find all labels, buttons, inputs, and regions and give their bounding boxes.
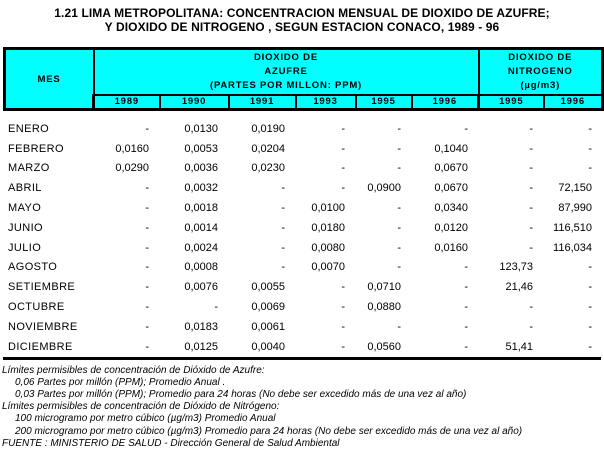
value-cell: 0,0008 <box>184 261 218 274</box>
value-cell: - <box>341 301 345 314</box>
year-header-nitrogeno-1995: 1995 <box>479 95 544 110</box>
value-cell: 0,0900 <box>367 182 401 195</box>
month-label: OCTUBRE <box>8 301 65 314</box>
value-cell: - <box>529 241 533 254</box>
value-cell: 0,0120 <box>434 221 468 234</box>
value-cell: 123,73 <box>499 261 533 274</box>
month-label: SETIEMBRE <box>8 281 76 294</box>
value-cell: - <box>397 261 401 274</box>
footnote-line: Límites permisibles de concentración de Dióxido de Azufre: <box>2 364 265 376</box>
value-cell: - <box>145 320 149 333</box>
value-cell: - <box>529 320 533 333</box>
month-label: ENERO <box>8 122 50 135</box>
value-cell: - <box>341 142 345 155</box>
value-cell: - <box>588 301 592 314</box>
month-label: ABRIL <box>8 182 42 195</box>
value-cell: - <box>145 281 149 294</box>
year-header-azufre-1989: 1989 <box>94 95 160 110</box>
value-cell: - <box>281 241 285 254</box>
title-line-1: 1.21 LIMA METROPOLITANA: CONCENTRACION MENSUAL DE DIOXIDO DE AZUFRE; <box>54 6 550 20</box>
value-cell: 72,150 <box>558 182 592 195</box>
value-cell: 0,0190 <box>251 122 285 135</box>
footnotes <box>2 365 604 450</box>
value-cell: 0,0183 <box>184 320 218 333</box>
table-row <box>3 218 601 238</box>
value-cell: - <box>145 340 149 353</box>
value-cell: - <box>341 340 345 353</box>
value-cell: 51,41 <box>505 340 533 353</box>
column-header-mes: MES <box>5 49 94 110</box>
year-header-azufre-1993: 1993 <box>296 95 356 110</box>
value-cell: - <box>397 241 401 254</box>
table-row <box>3 178 601 198</box>
year-header-azufre-1990: 1990 <box>160 95 229 110</box>
value-cell: - <box>397 221 401 234</box>
value-cell: 0,0204 <box>251 142 285 155</box>
value-cell: - <box>397 202 401 215</box>
value-cell: - <box>464 281 468 294</box>
value-cell: 0,0340 <box>434 202 468 215</box>
value-cell: 0,0160 <box>115 142 149 155</box>
table-row <box>3 277 601 297</box>
azufre-line-1: DIOXIDO DE <box>254 51 318 63</box>
value-cell: - <box>529 182 533 195</box>
table-bottom-rule <box>3 357 601 360</box>
value-cell: - <box>145 221 149 234</box>
value-cell: - <box>281 182 285 195</box>
value-cell: 0,0061 <box>251 320 285 333</box>
data-table <box>3 119 601 357</box>
title-line-2: Y DIOXIDO DE NITROGENO , SEGUN ESTACION CONACO, 1989 - 96 <box>104 20 500 34</box>
value-cell: 0,0100 <box>311 202 345 215</box>
month-label: MARZO <box>8 162 50 175</box>
value-cell: - <box>588 261 592 274</box>
group-header-dioxido-nitrogeno <box>479 49 603 95</box>
year-header-azufre-1996: 1996 <box>412 95 479 110</box>
value-cell: - <box>145 261 149 274</box>
year-header-azufre-1991: 1991 <box>229 95 296 110</box>
value-cell: - <box>145 202 149 215</box>
value-cell: - <box>145 122 149 135</box>
year-header-nitrogeno-1996: 1996 <box>544 95 603 110</box>
value-cell: 0,0018 <box>184 202 218 215</box>
value-cell: 0,0160 <box>434 241 468 254</box>
footnote-line: 200 microgramo por metro cúbico (µg/m3) Promedio para 24 horas (No debe ser excedido más de una vez al año) <box>15 425 523 437</box>
year-header-azufre-1995: 1995 <box>356 95 412 110</box>
value-cell: 0,0032 <box>184 182 218 195</box>
value-cell: - <box>464 340 468 353</box>
value-cell: 116,034 <box>553 241 592 254</box>
value-cell: 87,990 <box>558 202 592 215</box>
value-cell: 0,0710 <box>367 281 401 294</box>
value-cell: 0,0024 <box>184 241 218 254</box>
month-label: AGOSTO <box>8 261 58 274</box>
value-cell: - <box>341 122 345 135</box>
value-cell: - <box>529 122 533 135</box>
month-label: NOVIEMBRE <box>8 320 78 333</box>
value-cell: - <box>529 301 533 314</box>
footnote-line: FUENTE : MINISTERIO DE SALUD - Dirección General de Salud Ambiental <box>2 437 340 449</box>
value-cell: - <box>588 281 592 294</box>
table-row <box>3 198 601 218</box>
month-label: JUNIO <box>8 221 43 234</box>
value-cell: - <box>529 221 533 234</box>
value-cell: 0,0670 <box>434 182 468 195</box>
value-cell: 0,0080 <box>311 241 345 254</box>
value-cell: 0,0053 <box>184 142 218 155</box>
value-cell: 21,46 <box>505 281 533 294</box>
value-cell: 0,0125 <box>184 340 218 353</box>
value-cell: - <box>281 221 285 234</box>
table-row <box>3 119 601 139</box>
table-row <box>3 297 601 317</box>
value-cell: - <box>397 122 401 135</box>
value-cell: 0,0036 <box>184 162 218 175</box>
month-label: DICIEMBRE <box>8 340 73 353</box>
value-cell: - <box>397 142 401 155</box>
value-cell: 0,0069 <box>251 301 285 314</box>
value-cell: 0,0055 <box>251 281 285 294</box>
value-cell: - <box>281 202 285 215</box>
value-cell: - <box>529 202 533 215</box>
nitrogeno-line-2: NITROGENO <box>507 65 573 77</box>
nitrogeno-line-1: DIOXIDO DE <box>508 51 573 63</box>
value-cell: - <box>464 301 468 314</box>
value-cell: 0,0014 <box>184 221 218 234</box>
value-cell: 0,0230 <box>251 162 285 175</box>
table-row <box>3 159 601 179</box>
value-cell: - <box>214 301 218 314</box>
value-cell: - <box>529 142 533 155</box>
value-cell: - <box>145 241 149 254</box>
value-cell: - <box>397 162 401 175</box>
page-title <box>0 0 604 34</box>
value-cell: - <box>588 122 592 135</box>
footnote-line: 0,03 Partes por millón (PPM); Promedio para 24 horas (No debe ser excedido más de una vez al año) <box>15 388 467 400</box>
value-cell: 0,0180 <box>311 221 345 234</box>
value-cell: 0,0290 <box>115 162 149 175</box>
table-row <box>3 238 601 258</box>
value-cell: - <box>281 261 285 274</box>
value-cell: 0,0880 <box>367 301 401 314</box>
value-cell: 0,0040 <box>251 340 285 353</box>
value-cell: 0,0130 <box>184 122 218 135</box>
value-cell: - <box>464 261 468 274</box>
month-label: MAYO <box>8 202 42 215</box>
value-cell: - <box>588 162 592 175</box>
table-row <box>3 258 601 278</box>
table-row <box>3 337 601 357</box>
value-cell: - <box>588 142 592 155</box>
value-cell: 0,0070 <box>311 261 345 274</box>
table-row <box>3 317 601 337</box>
azufre-line-2: AZUFRE <box>264 65 308 77</box>
value-cell: - <box>341 281 345 294</box>
footnote-line: Límites permisibles de concentración de Dióxido de Nitrógeno: <box>2 401 280 413</box>
value-cell: - <box>464 122 468 135</box>
month-label: JULIO <box>8 241 42 254</box>
value-cell: 116,510 <box>553 221 592 234</box>
month-label: FEBRERO <box>8 142 64 155</box>
nitrogeno-line-3: (µg/m3) <box>520 79 561 91</box>
value-cell: 0,0076 <box>184 281 218 294</box>
value-cell: - <box>145 182 149 195</box>
footnote-line: 0,06 Partes por millón (PPM); Promedio Anual . <box>15 376 226 388</box>
value-cell: - <box>464 320 468 333</box>
value-cell: 0,0560 <box>367 340 401 353</box>
group-header-dioxido-azufre <box>94 49 479 95</box>
azufre-line-3: (PARTES POR MILLON: PPM) <box>209 79 363 91</box>
value-cell: - <box>341 162 345 175</box>
value-cell: - <box>341 320 345 333</box>
value-cell: - <box>145 301 149 314</box>
table-header <box>3 47 604 111</box>
value-cell: - <box>588 320 592 333</box>
value-cell: 0,0670 <box>434 162 468 175</box>
value-cell: - <box>588 340 592 353</box>
value-cell: - <box>397 320 401 333</box>
value-cell: - <box>529 162 533 175</box>
value-cell: - <box>341 182 345 195</box>
table-row <box>3 139 601 159</box>
footnote-line: 100 microgramo por metro cúbico (µg/m3) Promedio Anual <box>15 413 276 425</box>
value-cell: 0,1040 <box>434 142 468 155</box>
